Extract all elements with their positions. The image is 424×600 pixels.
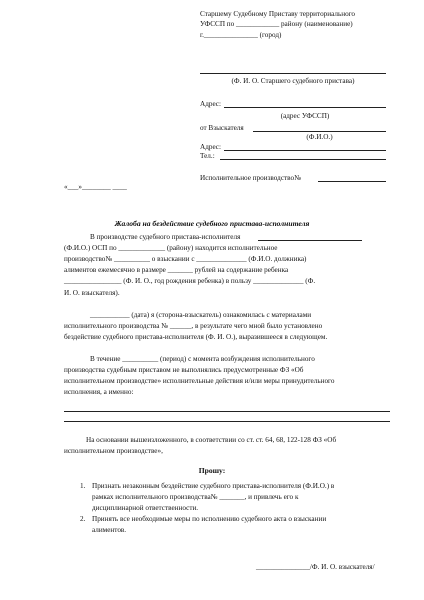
text-line: И. О. взыскателя). bbox=[64, 289, 120, 297]
bailiff-caption: (Ф. И. О. Старшего судебного пристава) bbox=[231, 77, 355, 85]
address-caption: (адрес УФССП) bbox=[280, 112, 330, 120]
phone-line bbox=[220, 159, 386, 160]
request-number: 2. bbox=[80, 515, 86, 523]
text-line: В течение __________ (период) с момента возбуждения исполнительного bbox=[90, 355, 315, 363]
text-line: (Ф.И.О.) ОСП по _____________ (району) находится исполнительное bbox=[64, 244, 278, 252]
address-label: Адрес: bbox=[200, 100, 221, 108]
claimant-caption: (Ф.И.О.) bbox=[306, 133, 333, 141]
claimant-address-line bbox=[224, 150, 386, 151]
text-line: бездействие судебного пристава-исполнителя (Ф. И. О.), выразившееся в следующем. bbox=[64, 333, 328, 341]
text-line: производство№ __________ о взыскании с ______________ (Ф.И.О. должника) bbox=[64, 255, 307, 263]
phone-label: Тел.: bbox=[200, 152, 215, 160]
request-text-line: дисциплинарной ответственности. bbox=[92, 504, 199, 512]
text-line: исполнительном производстве» исполнительные действия и/или меры принудительного bbox=[64, 377, 335, 385]
text-line: В производстве судебного пристава-исполнителя bbox=[90, 233, 241, 241]
addressee-line-3: г._______________ (город) bbox=[200, 31, 282, 39]
bailiff-fill-line bbox=[258, 240, 362, 241]
request-text-line: Признать незаконным бездействие судебного пристава-исполнителя (Ф.И.О.) в bbox=[92, 482, 335, 490]
claimant-label: от Взыскателя bbox=[200, 124, 244, 132]
blank-fill-line bbox=[64, 411, 390, 412]
request-text-line: Принять все необходимые меры по исполнению судебного акта о взыскании bbox=[92, 515, 327, 523]
text-line: ___________ (дата) я (сторона-взыскатель) ознакомилась с материалами bbox=[90, 311, 312, 319]
request-heading: Прошу: bbox=[198, 466, 226, 475]
text-line: алиментов ежемесячно в размере _______ рублей на содержание ребенка bbox=[64, 266, 289, 274]
blank-fill-line bbox=[64, 421, 390, 422]
claimant-address-label: Адрес: bbox=[200, 143, 221, 151]
text-line: исполнения, а именно: bbox=[64, 388, 134, 396]
text-line: На основании вышеизложенного, в соответствии со ст. ст. 64, 68, 122-128 ФЗ «Об bbox=[86, 436, 337, 444]
enforcement-label: Исполнительное производство№ bbox=[200, 174, 301, 182]
addressee-line-1: Старшему Судебному Приставу территориального bbox=[200, 10, 356, 18]
text-line: ________________ (Ф. И. О., год рождения ребенка) в пользу ______________ (Ф. bbox=[64, 277, 316, 285]
request-text-line: алиментов. bbox=[92, 526, 127, 534]
request-text-line: рамках исполнительного производства№ _______, и привлечь его к bbox=[92, 493, 299, 501]
date-line: «___»________ ____ bbox=[64, 183, 127, 191]
signature-line: _______________/Ф. И. О. взыскателя/ bbox=[256, 563, 375, 571]
text-line: исполнительном производстве», bbox=[64, 447, 163, 455]
enforcement-number-line bbox=[318, 181, 386, 182]
text-line: производства судебным приставом не выполнялись предусмотренные ФЗ «Об bbox=[64, 366, 304, 374]
text-line: исполнительного производства № ______, в результате чего мной было установлено bbox=[64, 322, 323, 330]
address-line bbox=[224, 107, 386, 108]
document-title: Жалоба на бездействие судебного пристава-исполнителя bbox=[114, 219, 310, 228]
bailiff-name-line bbox=[200, 73, 386, 74]
request-number: 1. bbox=[80, 482, 86, 490]
addressee-line-2: УФССП по ____________ району (наименование) bbox=[200, 20, 353, 28]
claimant-line bbox=[253, 131, 386, 132]
